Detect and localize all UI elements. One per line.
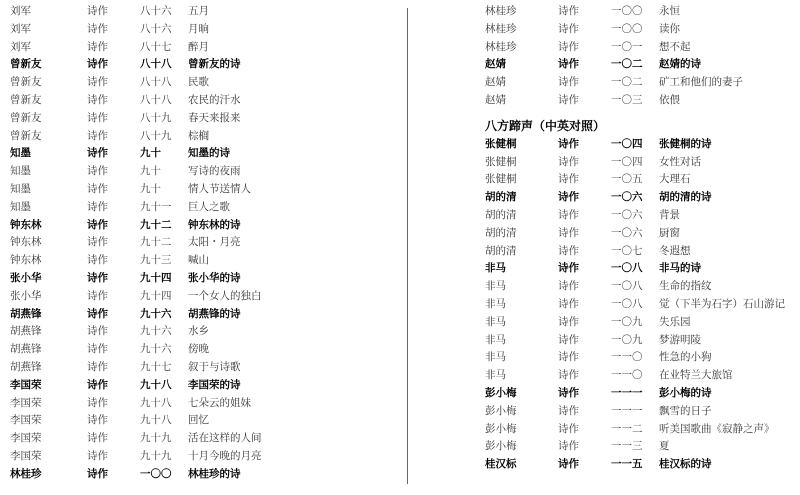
author-name: 赵婧 bbox=[485, 93, 506, 106]
poem-title: 听美国歌曲《寂静之声》 bbox=[659, 422, 775, 435]
author-name: 赵婧 bbox=[485, 76, 506, 89]
toc-entry bbox=[10, 341, 395, 359]
author-name: 非马 bbox=[485, 315, 506, 328]
author-name: 知墨 bbox=[10, 165, 31, 178]
toc-entry bbox=[10, 21, 395, 39]
toc-entry bbox=[485, 403, 800, 421]
toc-entry-heading bbox=[10, 377, 395, 395]
page-number: 一〇三 bbox=[611, 93, 643, 106]
toc-entry-heading bbox=[10, 145, 395, 163]
page-number: 一一〇 bbox=[611, 351, 643, 364]
page-number: 一一〇 bbox=[611, 369, 643, 382]
entry-type: 诗作 bbox=[558, 386, 579, 399]
author-name: 胡燕锋 bbox=[10, 307, 42, 320]
entry-type: 诗作 bbox=[558, 208, 579, 221]
poem-title: 背景 bbox=[659, 208, 680, 221]
entry-type: 诗作 bbox=[87, 218, 108, 231]
toc-entry bbox=[10, 74, 395, 92]
toc-entry-heading bbox=[10, 466, 395, 484]
page-number: 九十 bbox=[140, 182, 161, 195]
page-number: 九十八 bbox=[140, 396, 172, 409]
page-number: 一一三 bbox=[611, 440, 643, 453]
entry-type: 诗作 bbox=[558, 155, 579, 168]
entry-type: 诗作 bbox=[558, 173, 579, 186]
page-number: 八十七 bbox=[140, 40, 172, 53]
toc-entry bbox=[485, 349, 800, 367]
toc-entry bbox=[485, 225, 800, 243]
entry-type: 诗作 bbox=[87, 343, 108, 356]
page-number: 一〇九 bbox=[611, 315, 643, 328]
page-number: 一〇九 bbox=[611, 333, 643, 346]
poem-title: 七朵云的姐妹 bbox=[188, 396, 251, 409]
toc-entry bbox=[10, 288, 395, 306]
entry-type: 诗作 bbox=[87, 449, 108, 462]
author-name: 林桂珍 bbox=[485, 5, 517, 17]
author-name: 彭小梅 bbox=[485, 440, 517, 453]
page-number: 八十八 bbox=[140, 58, 172, 71]
poem-title: 非马的诗 bbox=[659, 262, 701, 275]
toc-entry-heading bbox=[10, 217, 395, 235]
poem-title: 生命的指纹 bbox=[659, 280, 712, 293]
right-column bbox=[485, 3, 800, 474]
toc-entry bbox=[10, 448, 395, 466]
page-number: 一一一 bbox=[611, 404, 643, 417]
toc-entry bbox=[10, 234, 395, 252]
page-number: 九十二 bbox=[140, 218, 172, 231]
poem-title: 梦游明陵 bbox=[659, 333, 701, 346]
page-number: 九十九 bbox=[140, 449, 172, 462]
page-number: 九十六 bbox=[140, 307, 172, 320]
entry-type: 诗作 bbox=[558, 369, 579, 382]
poem-title: 巨人之歌 bbox=[188, 200, 230, 213]
toc-entry bbox=[10, 92, 395, 110]
author-name: 桂汉标 bbox=[485, 458, 517, 471]
poem-title: 傍晚 bbox=[188, 343, 209, 356]
entry-type: 诗作 bbox=[558, 333, 579, 346]
author-name: 非马 bbox=[485, 262, 506, 275]
entry-type: 诗作 bbox=[558, 404, 579, 417]
poem-title: 飘雪的日子 bbox=[659, 404, 712, 417]
toc-entry-heading bbox=[10, 306, 395, 324]
author-name: 知墨 bbox=[10, 200, 31, 213]
toc-entry bbox=[10, 359, 395, 377]
toc-entry-heading bbox=[485, 136, 800, 154]
page-number: 一〇八 bbox=[611, 297, 643, 310]
page-number: 八十九 bbox=[140, 129, 172, 142]
page-number: 一〇四 bbox=[611, 155, 643, 168]
poem-title: 赵婧的诗 bbox=[659, 58, 701, 71]
toc-entry bbox=[485, 154, 800, 172]
poem-title: 棕榈 bbox=[188, 129, 209, 142]
author-name: 刘军 bbox=[10, 40, 31, 53]
toc-entry bbox=[10, 252, 395, 270]
entry-type: 诗作 bbox=[558, 351, 579, 364]
author-name: 林桂珍 bbox=[485, 22, 517, 35]
author-name: 张小华 bbox=[10, 271, 42, 284]
toc-entry bbox=[485, 314, 800, 332]
right-list-bottom bbox=[485, 136, 800, 474]
author-name: 曾新友 bbox=[10, 58, 42, 71]
poem-title: 性急的小狗 bbox=[659, 351, 712, 364]
page-number: 一〇五 bbox=[611, 173, 643, 186]
toc-entry bbox=[10, 181, 395, 199]
poem-title: 喊山 bbox=[188, 254, 209, 267]
author-name: 曾新友 bbox=[10, 111, 42, 124]
author-name: 李国荣 bbox=[10, 414, 42, 427]
page-number: 八十九 bbox=[140, 111, 172, 124]
poem-title: 水乡 bbox=[188, 325, 209, 338]
poem-title: 一个女人的独白 bbox=[188, 289, 262, 302]
page-number: 一〇八 bbox=[611, 262, 643, 275]
page-number: 九十七 bbox=[140, 360, 172, 373]
poem-title: 醉月 bbox=[188, 40, 209, 53]
toc-entry bbox=[10, 110, 395, 128]
page-number: 九十六 bbox=[140, 325, 172, 338]
page-number: 九十三 bbox=[140, 254, 172, 267]
page-number: 一〇〇 bbox=[611, 5, 643, 17]
toc-entry bbox=[10, 3, 395, 21]
page-number: 八十六 bbox=[140, 5, 172, 17]
entry-type: 诗作 bbox=[87, 93, 108, 106]
author-name: 钟东林 bbox=[10, 236, 42, 249]
page-number: 八十八 bbox=[140, 76, 172, 89]
poem-title: 林桂珍的诗 bbox=[188, 467, 241, 480]
author-name: 非马 bbox=[485, 280, 506, 293]
toc-entry-heading bbox=[485, 260, 800, 278]
poem-title: 活在这样的人间 bbox=[188, 432, 262, 445]
page-number: 九十 bbox=[140, 147, 161, 160]
author-name: 知墨 bbox=[10, 182, 31, 195]
page-number: 一〇〇 bbox=[140, 467, 172, 480]
page-number: 一一二 bbox=[611, 422, 643, 435]
page-number: 一〇二 bbox=[611, 76, 643, 89]
entry-type: 诗作 bbox=[558, 22, 579, 35]
author-name: 非马 bbox=[485, 297, 506, 310]
toc-entry bbox=[485, 207, 800, 225]
toc-entry bbox=[10, 323, 395, 341]
poem-title: 在业特兰大旅馆 bbox=[659, 369, 733, 382]
toc-entry bbox=[10, 430, 395, 448]
entry-type: 诗作 bbox=[87, 432, 108, 445]
poem-title: 厨窗 bbox=[659, 226, 680, 239]
poem-title: 月晌 bbox=[188, 22, 209, 35]
toc-entry bbox=[10, 128, 395, 146]
entry-type: 诗作 bbox=[87, 396, 108, 409]
entry-type: 诗作 bbox=[558, 422, 579, 435]
page-number: 一〇六 bbox=[611, 226, 643, 239]
toc-entry bbox=[485, 92, 800, 110]
entry-type: 诗作 bbox=[87, 467, 108, 480]
entry-type: 诗作 bbox=[558, 93, 579, 106]
author-name: 刘军 bbox=[10, 22, 31, 35]
author-name: 胡燕锋 bbox=[10, 343, 42, 356]
author-name: 钟东林 bbox=[10, 254, 42, 267]
poem-title: 想不起 bbox=[659, 40, 691, 53]
page-number: 九十六 bbox=[140, 343, 172, 356]
page-number: 一〇四 bbox=[611, 137, 643, 150]
entry-type: 诗作 bbox=[558, 458, 579, 471]
page-number: 八十八 bbox=[140, 93, 172, 106]
entry-type: 诗作 bbox=[558, 58, 579, 71]
page-number: 八十六 bbox=[140, 22, 172, 35]
author-name: 刘军 bbox=[10, 5, 31, 17]
entry-type: 诗作 bbox=[87, 200, 108, 213]
poem-title: 农民的汗水 bbox=[188, 93, 241, 106]
poem-title: 情人节送情人 bbox=[188, 182, 251, 195]
author-name: 林桂珍 bbox=[10, 467, 42, 480]
toc-entry bbox=[485, 367, 800, 385]
author-name: 胡的清 bbox=[485, 226, 517, 239]
poem-title: 依偎 bbox=[659, 93, 680, 106]
entry-type: 诗作 bbox=[558, 226, 579, 239]
poem-title: 五月 bbox=[188, 5, 209, 17]
toc-entry bbox=[485, 243, 800, 261]
poem-title: 张小华的诗 bbox=[188, 271, 241, 284]
author-name: 林桂珍 bbox=[485, 40, 517, 53]
poem-title: 曾新友的诗 bbox=[188, 58, 241, 71]
toc-entry-heading bbox=[485, 56, 800, 74]
toc-entry bbox=[485, 332, 800, 350]
entry-type: 诗作 bbox=[87, 147, 108, 160]
author-name: 李国荣 bbox=[10, 396, 42, 409]
entry-type: 诗作 bbox=[87, 40, 108, 53]
entry-type: 诗作 bbox=[87, 76, 108, 89]
poem-title: 读你 bbox=[659, 22, 680, 35]
entry-type: 诗作 bbox=[558, 244, 579, 257]
author-name: 胡燕锋 bbox=[10, 325, 42, 338]
page-number: 九十九 bbox=[140, 432, 172, 445]
author-name: 张健桐 bbox=[485, 173, 517, 186]
entry-type: 诗作 bbox=[558, 191, 579, 204]
poem-title: 大理石 bbox=[659, 173, 691, 186]
entry-type: 诗作 bbox=[558, 262, 579, 275]
section-title: 八方蹄声（中英对照） bbox=[485, 118, 606, 133]
entry-type: 诗作 bbox=[87, 111, 108, 124]
entry-type: 诗作 bbox=[87, 129, 108, 142]
poem-title: 春天来报来 bbox=[188, 111, 241, 124]
entry-type: 诗作 bbox=[558, 137, 579, 150]
page-number: 一〇一 bbox=[611, 40, 643, 53]
author-name: 张健桐 bbox=[485, 137, 517, 150]
entry-type: 诗作 bbox=[87, 165, 108, 178]
author-name: 知墨 bbox=[10, 147, 31, 160]
poem-title: 胡燕锋的诗 bbox=[188, 307, 241, 320]
entry-type: 诗作 bbox=[87, 378, 108, 391]
toc-entry-heading bbox=[485, 189, 800, 207]
poem-title: 永恒 bbox=[659, 5, 680, 17]
toc-entry bbox=[485, 21, 800, 39]
entry-type: 诗作 bbox=[558, 297, 579, 310]
page-number: 一一五 bbox=[611, 458, 643, 471]
toc-entry bbox=[485, 438, 800, 456]
entry-type: 诗作 bbox=[87, 271, 108, 284]
author-name: 张健桐 bbox=[485, 155, 517, 168]
entry-type: 诗作 bbox=[558, 440, 579, 453]
toc-entry bbox=[485, 296, 800, 314]
page-number: 九十八 bbox=[140, 378, 172, 391]
toc-entry-heading bbox=[10, 270, 395, 288]
poem-title: 知墨的诗 bbox=[188, 147, 230, 160]
author-name: 胡的清 bbox=[485, 191, 517, 204]
author-name: 非马 bbox=[485, 333, 506, 346]
toc-entry bbox=[10, 163, 395, 181]
author-name: 胡的清 bbox=[485, 208, 517, 221]
toc-entry bbox=[485, 171, 800, 189]
poem-title: 桂汉标的诗 bbox=[659, 458, 712, 471]
page-number: 一〇〇 bbox=[611, 22, 643, 35]
author-name: 李国荣 bbox=[10, 449, 42, 462]
poem-title: 回忆 bbox=[188, 414, 209, 427]
poem-title: 女性对话 bbox=[659, 155, 701, 168]
entry-type: 诗作 bbox=[87, 58, 108, 71]
poem-title: 觉（下半为石字）石山游记 bbox=[659, 297, 785, 310]
poem-title: 写诗的夜雨 bbox=[188, 165, 241, 178]
toc-entry-heading bbox=[10, 56, 395, 74]
author-name: 李国荣 bbox=[10, 378, 42, 391]
author-name: 曾新友 bbox=[10, 76, 42, 89]
toc-entry bbox=[10, 39, 395, 57]
entry-type: 诗作 bbox=[558, 40, 579, 53]
toc-entry bbox=[10, 395, 395, 413]
entry-type: 诗作 bbox=[87, 22, 108, 35]
entry-type: 诗作 bbox=[87, 360, 108, 373]
toc-entry bbox=[485, 74, 800, 92]
poem-title: 太阳・月亮 bbox=[188, 236, 241, 249]
poem-title: 失乐园 bbox=[659, 315, 691, 328]
page-number: 九十八 bbox=[140, 414, 172, 427]
poem-title: 十月今晚的月亮 bbox=[188, 449, 262, 462]
page-number: 九十四 bbox=[140, 271, 172, 284]
poem-title: 夏 bbox=[659, 440, 670, 453]
poem-title: 冬遐想 bbox=[659, 244, 691, 257]
author-name: 钟东林 bbox=[10, 218, 42, 231]
entry-type: 诗作 bbox=[87, 182, 108, 195]
entry-type: 诗作 bbox=[558, 5, 579, 17]
page-number: 一〇六 bbox=[611, 191, 643, 204]
author-name: 彭小梅 bbox=[485, 422, 517, 435]
poem-title: 民歌 bbox=[188, 76, 209, 89]
toc-entry bbox=[485, 421, 800, 439]
column-divider bbox=[407, 8, 408, 484]
page-number: 一〇二 bbox=[611, 58, 643, 71]
entry-type: 诗作 bbox=[87, 325, 108, 338]
page-number: 一〇七 bbox=[611, 244, 643, 257]
author-name: 赵婧 bbox=[485, 58, 506, 71]
entry-type: 诗作 bbox=[87, 5, 108, 17]
toc-entry bbox=[485, 3, 800, 21]
toc-entry bbox=[10, 199, 395, 217]
author-name: 非马 bbox=[485, 369, 506, 382]
entry-type: 诗作 bbox=[87, 289, 108, 302]
page-number: 九十二 bbox=[140, 236, 172, 249]
entry-type: 诗作 bbox=[558, 76, 579, 89]
page-number: 一〇六 bbox=[611, 208, 643, 221]
poem-title: 彭小梅的诗 bbox=[659, 386, 712, 399]
page-number: 九十 bbox=[140, 165, 161, 178]
author-name: 彭小梅 bbox=[485, 404, 517, 417]
left-column bbox=[10, 3, 395, 484]
poem-title: 矿工和他们的妻子 bbox=[659, 76, 743, 89]
author-name: 彭小梅 bbox=[485, 386, 517, 399]
toc-entry-heading bbox=[485, 385, 800, 403]
poem-title: 钟东林的诗 bbox=[188, 218, 241, 231]
entry-type: 诗作 bbox=[87, 236, 108, 249]
entry-type: 诗作 bbox=[87, 307, 108, 320]
poem-title: 张健桐的诗 bbox=[659, 137, 712, 150]
page-number: 九十一 bbox=[140, 200, 172, 213]
page-number: 一〇八 bbox=[611, 280, 643, 293]
toc-entry bbox=[485, 278, 800, 296]
author-name: 非马 bbox=[485, 351, 506, 364]
toc-entry bbox=[485, 39, 800, 57]
toc-entry-heading bbox=[485, 456, 800, 474]
page-number: 九十四 bbox=[140, 289, 172, 302]
page-number: 一一一 bbox=[611, 386, 643, 399]
author-name: 曾新友 bbox=[10, 93, 42, 106]
toc-entry bbox=[10, 412, 395, 430]
right-list-top bbox=[485, 3, 800, 110]
author-name: 李国荣 bbox=[10, 432, 42, 445]
author-name: 胡燕锋 bbox=[10, 360, 42, 373]
entry-type: 诗作 bbox=[87, 414, 108, 427]
entry-type: 诗作 bbox=[558, 315, 579, 328]
poem-title: 胡的清的诗 bbox=[659, 191, 712, 204]
author-name: 张小华 bbox=[10, 289, 42, 302]
poem-title: 叙于与诗歌 bbox=[188, 360, 241, 373]
poem-title: 李国荣的诗 bbox=[188, 378, 241, 391]
author-name: 曾新友 bbox=[10, 129, 42, 142]
entry-type: 诗作 bbox=[558, 280, 579, 293]
entry-type: 诗作 bbox=[87, 254, 108, 267]
author-name: 胡的清 bbox=[485, 244, 517, 257]
